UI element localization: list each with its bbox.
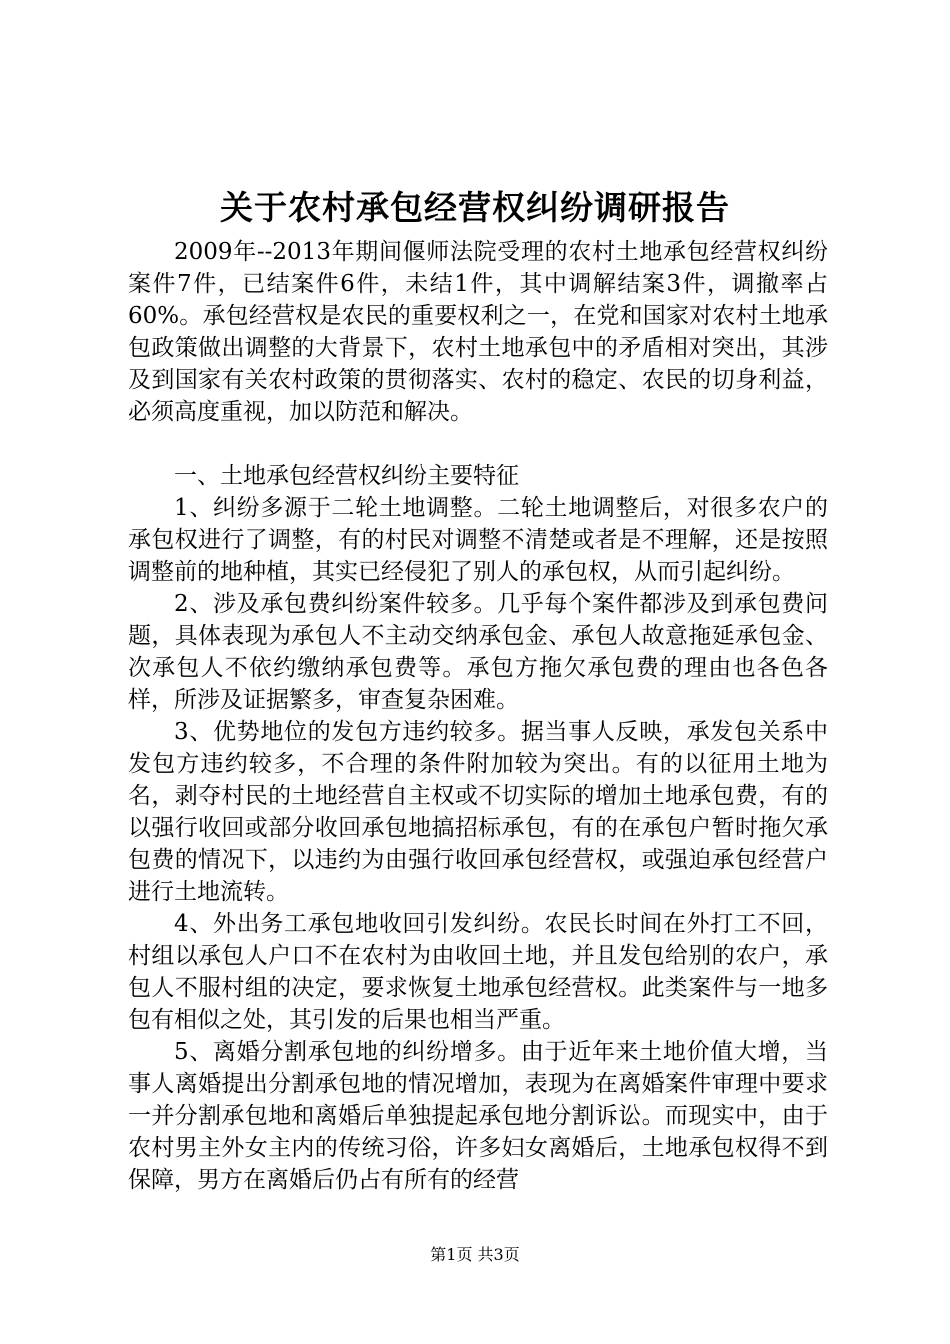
paragraph-intro: 2009年--2013年期间偃师法院受理的农村土地承包经营权纠纷案件7件，已结案件6件，未结1件，其中调解结案3件，调撤率占60%。承包经营权是农民的重要权利之一，在党和国家对农村土地承包政策做出调整的大背景下，农村土地承包中的矛盾相对突出，其涉及到国家有关农村政策的贯彻落实、农村的稳定、农民的切身利益，必须高度重视，加以防范和解决。 — [128, 239, 828, 425]
paragraph-item-5: 5、离婚分割承包地的纠纷增多。由于近年来土地价值大增，当事人离婚提出分割承包地的情况增加，表现为在离婚案件审理中要求一并分割承包地和离婚后单独提起承包地分割诉讼。而现实中，由于农村男主外女主内的传统习俗，许多妇女离婚后，土地承包权得不到保障，男方在离婚后仍占有所有的经营 — [128, 1039, 828, 1193]
section-heading: 一、土地承包经营权纠纷主要特征 — [174, 463, 519, 489]
paragraph-item-3: 3、优势地位的发包方违约较多。据当事人反映，承发包关系中发包方违约较多，不合理的条件附加较为突出。有的以征用土地为名，剥夺村民的土地经营自主权或不切实际的增加土地承包费，有的以强行收回或部分收回承包地搞招标承包，有的在承包户暂时拖欠承包费的情况下，以违约为由强行收回承包经营权，或强迫承包经营户进行土地流转。 — [128, 719, 828, 905]
document-body — [128, 236, 828, 1196]
page-footer: 第1页 共3页 — [430, 1245, 520, 1264]
paragraph-item-4: 4、外出务工承包地收回引发纠纷。农民长时间在外打工不回，村组以承包人户口不在农村为由收回土地，并且发包给别的农户，承包人不服村组的决定，要求恢复土地承包经营权。此类案件与一地多包有相似之处，其引发的后果也相当严重。 — [128, 911, 828, 1033]
page-title: 关于农村承包经营权纠纷调研报告 — [220, 188, 730, 227]
paragraph-item-1: 1、纠纷多源于二轮土地调整。二轮土地调整后，对很多农户的承包权进行了调整，有的村民对调整不清楚或者是不理解，还是按照调整前的地种植，其实已经侵犯了别人的承包权，从而引起纠纷。 — [128, 495, 828, 585]
paragraph-item-2: 2、涉及承包费纠纷案件较多。几乎每个案件都涉及到承包费问题，具体表现为承包人不主动交纳承包金、承包人故意拖延承包金、次承包人不依约缴纳承包费等。承包方拖欠承包费的理由也各色各样，所涉及证据繁多，审查复杂困难。 — [128, 591, 828, 713]
